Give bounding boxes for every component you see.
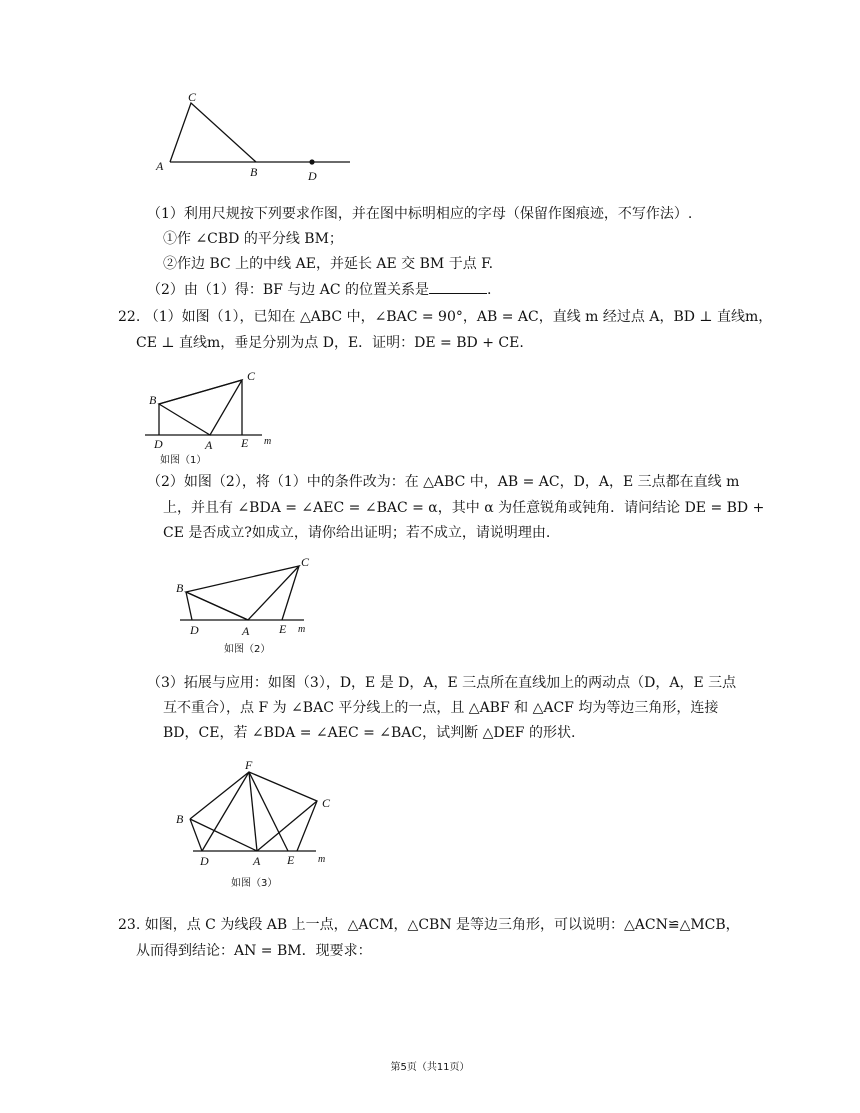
label-D: D [190,623,199,637]
label-A: A [205,438,213,452]
figure-top-triangle [150,90,360,185]
q22-part3-line3: BD，CE，若 ∠BDA = ∠AEC = ∠BAC，试判断 △DEF 的形状. [163,725,576,741]
q22-part2-line1: （2）如图（2），将（1）中的条件改为：在 △ABC 中，AB = AC，D，A，E 三点都在直线 m [147,474,740,490]
q23-line1: 23. 如图，点 C 为线段 AB 上一点，△ACM，△CBN 是等边三角形，可以说明：△ACN≌△MCB， [118,917,740,933]
label-D: D [154,437,163,451]
label-B: B [149,393,157,407]
label-B: B [176,581,184,595]
q22-part3-line1: （3）拓展与应用：如图（3），D，E 是 D，A，E 三点所在直线加上的两动点（D，A，E 三点 [147,675,737,691]
label-m: m [264,436,272,447]
label-E: E [287,853,295,867]
q21-part2 [147,279,491,300]
q21-part1: （1）利用尺规按下列要求作图，并在图中标明相应的字母（保留作图痕迹，不写作法）. [147,206,693,222]
q21-step2: ②作边 BC 上的中线 AE，并延长 AE 交 BM 于点 F. [163,256,494,272]
q22-part1-line1: 22. （1）如图（1），已知在 △ABC 中，∠BAC = 90°，AB = AC，直线 m 经过点 A，BD ⊥ 直线m， [118,309,773,325]
figure-2-caption: 如图（2） [224,644,271,655]
figure-3-caption: 如图（3） [231,878,278,889]
label-C: C [188,90,197,104]
page-footer: 第5页（共11页） [390,1062,470,1073]
label-m: m [298,624,306,635]
figure-1-caption: 如图（1） [160,455,207,466]
q23-line2: 从而得到结论：AN = BM．现要求： [136,943,372,959]
q21-step1: ①作 ∠CBD 的平分线 BM； [163,231,343,247]
label-E: E [241,436,249,450]
figure-3 [170,757,340,892]
label-B: B [176,812,184,826]
label-A: A [253,854,261,868]
figure-2 [170,556,320,656]
label-m: m [318,854,326,865]
label-D: D [308,169,317,183]
q22-part3-line2: 互不重合），点 F 为 ∠BAC 平分线上的一点，且 △ABF 和 △ACF 均为等边三角形，连接 [163,700,719,716]
label-F: F [245,758,253,772]
q21-part2-end: . [487,282,492,298]
answer-blank [429,279,487,294]
q22-part2-line3: CE 是否成立?如成立，请你给出证明；若不成立，请说明理由. [163,525,551,541]
label-A: A [242,624,250,638]
label-B: B [250,165,258,179]
label-E: E [279,622,287,636]
q22-part2-line2: 上，并且有 ∠BDA = ∠AEC = ∠BAC = α，其中 α 为任意锐角或钝角．请问结论 DE = BD + [163,500,765,516]
label-C: C [301,555,310,569]
label-C: C [322,796,331,810]
q21-part2-text: （2）由（1）得：BF 与边 AC 的位置关系是 [147,282,429,298]
label-D: D [200,854,209,868]
figure-1 [140,368,290,468]
q22-part1-line2: CE ⊥ 直线m，垂足分别为点 D，E．证明：DE = BD + CE. [136,335,524,351]
label-C: C [247,369,256,383]
label-A: A [156,159,164,173]
